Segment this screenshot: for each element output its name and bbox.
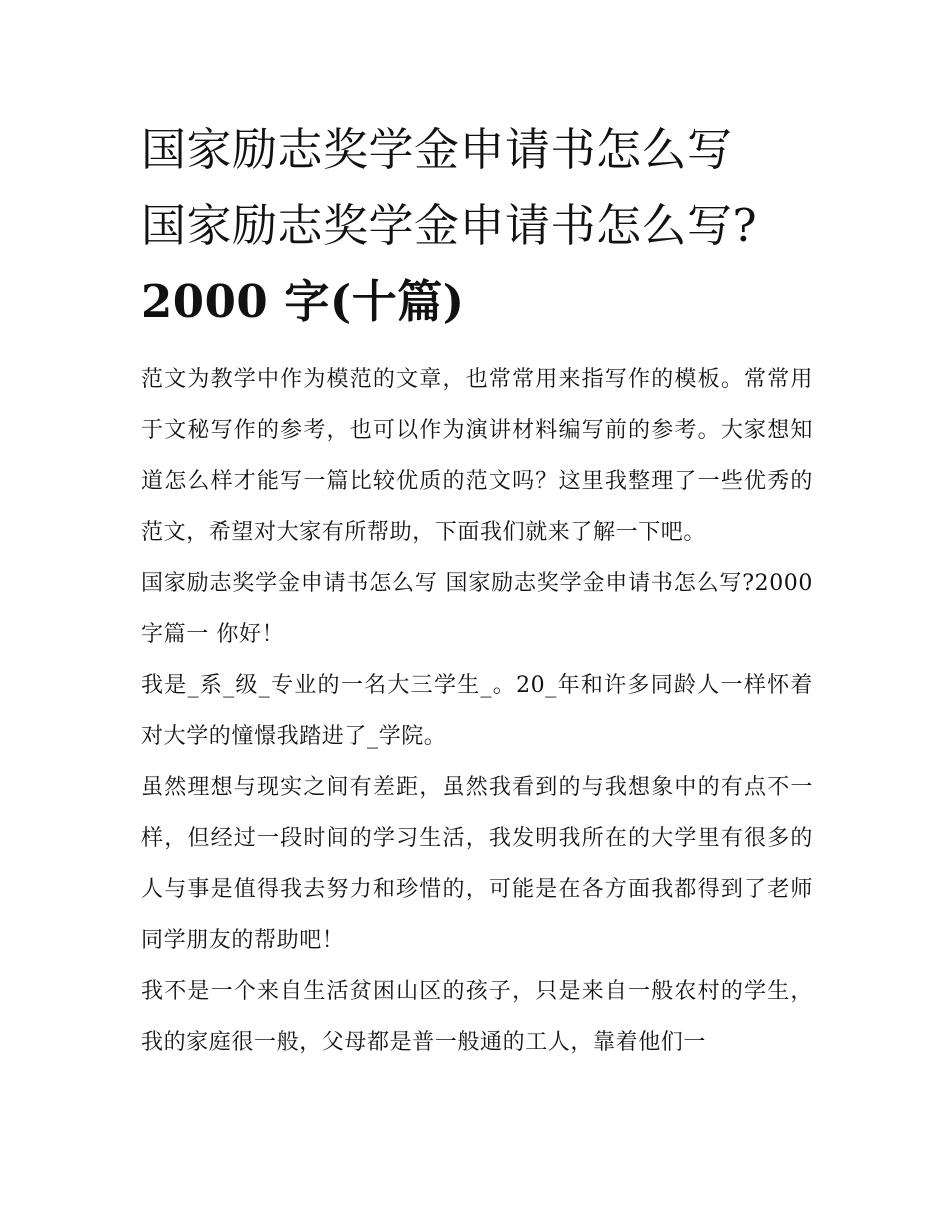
paragraph-self-intro: 我是_系_级_专业的一名大三学生_。20_年和许多同龄人一样怀着对大学的憧憬我踏进了_学院。 (141, 673, 813, 749)
title-line-2: 国家励志奖学金申请书怎么写? (141, 199, 758, 252)
paragraph-intro: 范文为教学中作为模范的文章，也常常用来指写作的模板。常常用于文秘写作的参考，也可以作为演讲材料编写前的参考。大家想知道怎么样才能写一篇比较优质的范文吗？这里我整理了一些优秀的范文，希望对大家有所帮助，下面我们就来了解一下吧。 (141, 367, 813, 545)
document-page (141, 112, 813, 1068)
paragraph-family: 我不是一个来自生活贫困山区的孩子，只是来自一般农村的学生，我的家庭很一般，父母都是普一般通的工人，靠着他们一 (141, 979, 813, 1055)
document-title (141, 112, 813, 340)
paragraph-heading: 国家励志奖学金申请书怎么写 国家励志奖学金申请书怎么写?2000 字篇一 你好！ (141, 571, 813, 647)
title-line-3: 2000 字(十篇) (141, 275, 465, 328)
title-line-1: 国家励志奖学金申请书怎么写 (141, 123, 733, 176)
paragraph-reflection: 虽然理想与现实之间有差距，虽然我看到的与我想象中的有点不一样，但经过一段时间的学习生活，我发明我所在的大学里有很多的人与事是值得我去努力和珍惜的，可能是在各方面我都得到了老师同学朋友的帮助吧！ (141, 775, 813, 953)
